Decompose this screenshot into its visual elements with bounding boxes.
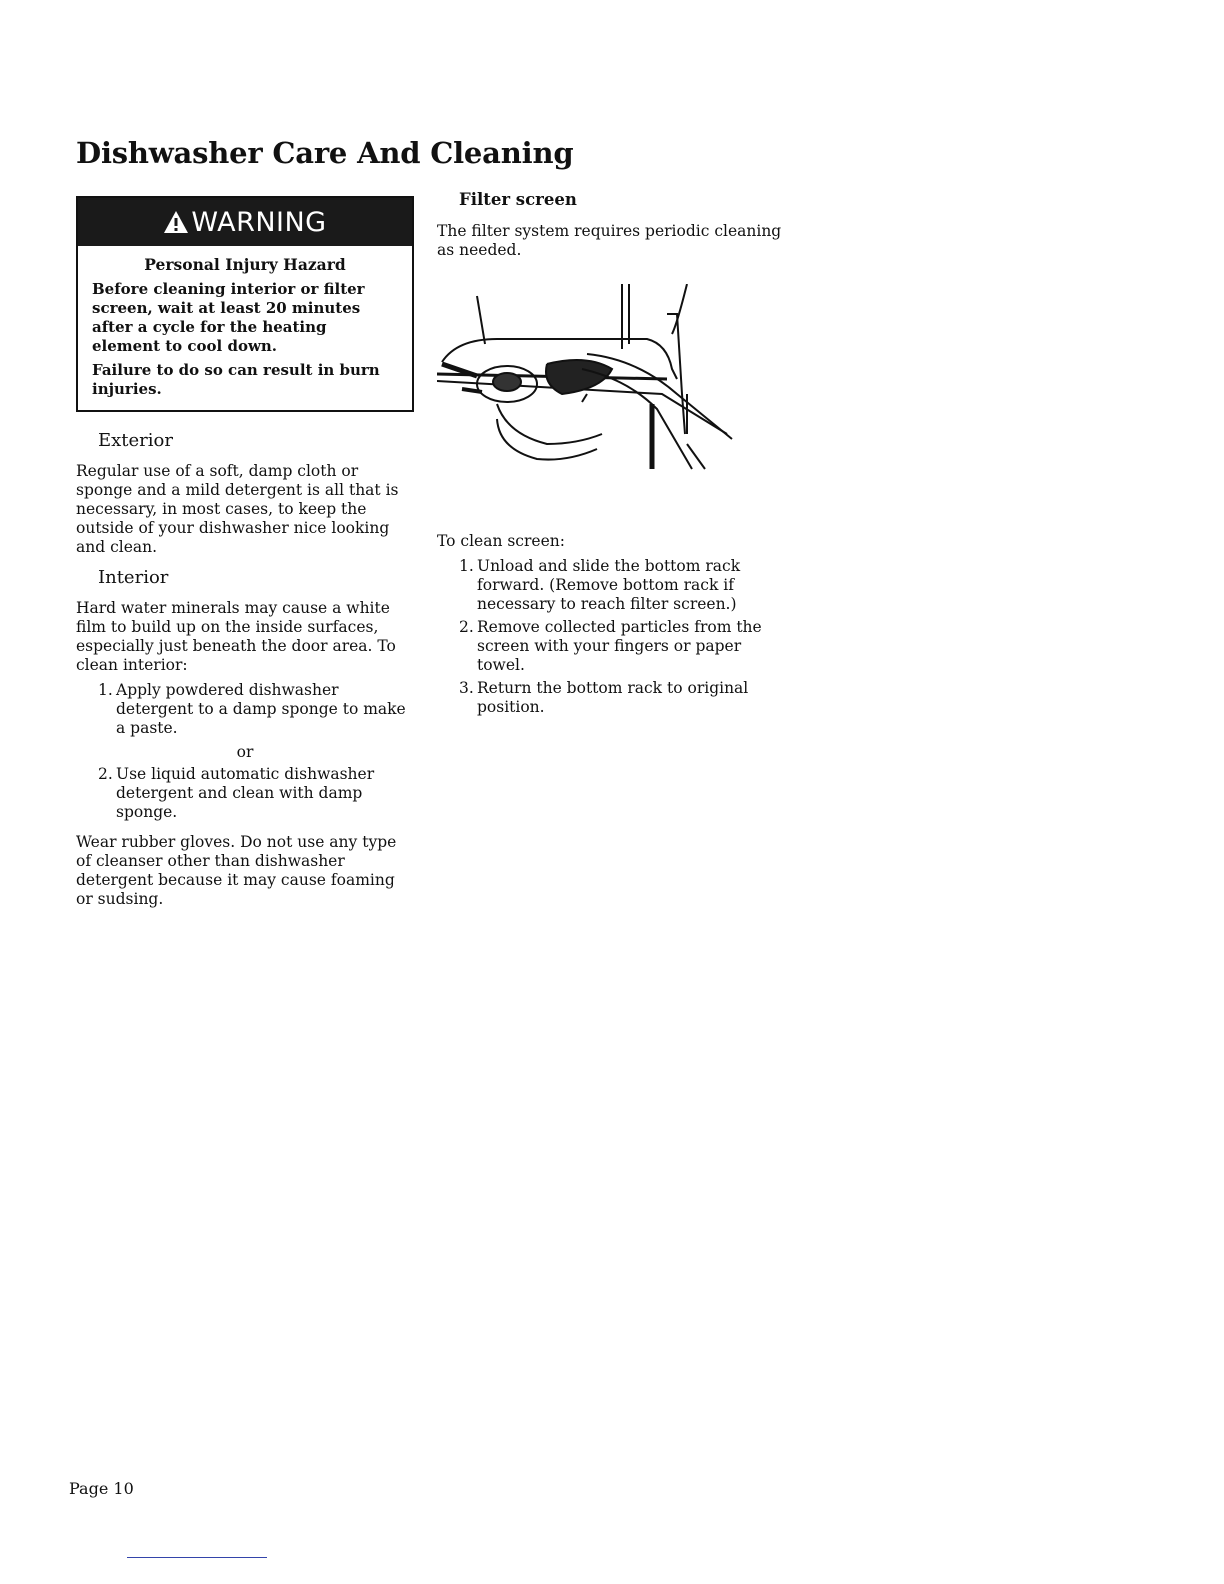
- exterior-text: Regular use of a soft, damp cloth or sponge and a mild detergent is all that is necessary, in most cases, to keep the outside of your dishwasher nice looking and clean.: [76, 462, 399, 556]
- step-text: Unload and slide the bottom rack forward. (Remove bottom rack if necessary to reach filter screen.): [477, 557, 741, 613]
- list-item: [437, 557, 782, 614]
- page-number: Page 10: [69, 1479, 134, 1498]
- interior-heading: Interior: [98, 567, 169, 588]
- page-title: Dishwasher Care And Cleaning: [76, 136, 574, 170]
- interior-steps: [76, 681, 414, 738]
- interior-section: [76, 567, 414, 909]
- list-item: [437, 618, 782, 675]
- footer-rule: [127, 1557, 267, 1558]
- filter-intro: The filter system requires periodic cleaning as needed.: [437, 222, 782, 259]
- step-text: Remove collected particles from the screen with your fingers or paper towel.: [477, 618, 762, 674]
- warning-header: [78, 198, 412, 246]
- warning-box: [76, 196, 414, 412]
- exterior-heading: Exterior: [98, 430, 173, 451]
- filter-steps: [437, 557, 782, 717]
- step-number: 3.: [459, 679, 474, 697]
- step-number: 1.: [459, 557, 474, 575]
- warning-text-1: Before cleaning interior or filter screen, wait at least 20 minutes after a cycle for the heating element to cool down.: [92, 280, 365, 355]
- or-separator: or: [236, 743, 254, 761]
- warning-text-2: Failure to do so can result in burn injuries.: [92, 361, 380, 398]
- left-column: [76, 196, 414, 909]
- list-item: [76, 765, 414, 822]
- interior-steps-2: [76, 765, 414, 822]
- filter-cleaning-illustration: [437, 284, 737, 484]
- step-text: Use liquid automatic dishwasher detergent and clean with damp sponge.: [116, 765, 375, 821]
- step-text: Return the bottom rack to original position.: [477, 679, 749, 716]
- filter-heading: Filter screen: [459, 190, 577, 209]
- step-number: 1.: [98, 681, 113, 699]
- filter-lead: To clean screen:: [437, 532, 565, 550]
- right-column: [437, 190, 782, 717]
- step-number: 2.: [98, 765, 113, 783]
- interior-closing-text: Wear rubber gloves. Do not use any type of cleanser other than dishwasher detergent because it may cause foaming or sudsing.: [76, 833, 397, 908]
- list-item: [76, 681, 414, 738]
- warning-label: WARNING: [191, 206, 327, 238]
- step-text: Apply powdered dishwasher detergent to a damp sponge to make a paste.: [116, 681, 406, 737]
- warning-subtitle: Personal Injury Hazard: [144, 255, 346, 274]
- list-item: [437, 679, 782, 717]
- interior-text: Hard water minerals may cause a white film to build up on the inside surfaces, especially just beneath the door area. To clean interior:: [76, 599, 396, 674]
- exterior-section: [76, 430, 414, 557]
- warning-triangle-icon: [163, 210, 189, 234]
- warning-body: [78, 246, 412, 399]
- step-number: 2.: [459, 618, 474, 636]
